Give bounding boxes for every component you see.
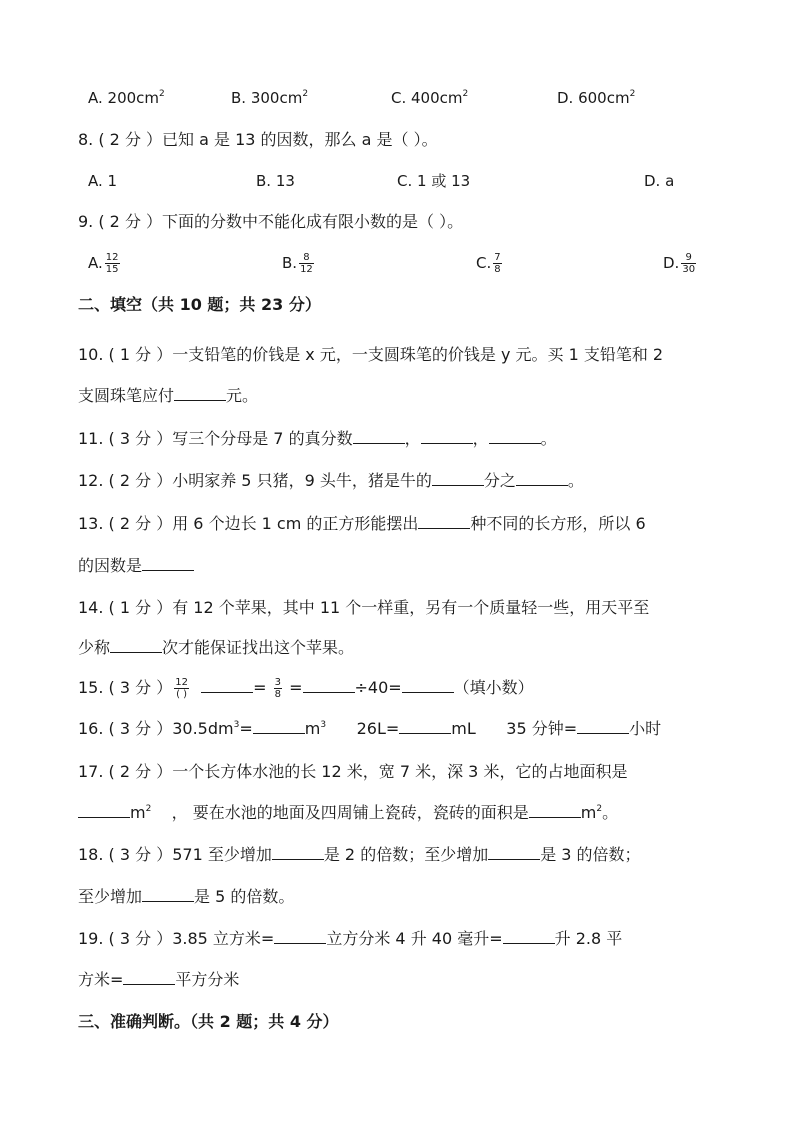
q17-text-mid: ， 要在水池的地面及四周铺上瓷砖，瓷砖的面积是 [171,803,529,822]
fraction-numerator: 3 [274,677,281,688]
fraction-numerator: 9 [681,252,696,264]
q9-option-d-fraction [681,252,696,275]
section-3-heading: 三、准确判断。（共 2 题；共 4 分） [78,1012,339,1031]
q7-option-b-sup: 2 [302,89,309,99]
q13-line-1 [78,514,646,534]
q14-line-2 [78,638,354,658]
q12-end: 。 [567,471,584,490]
q9-option-c-fraction [493,252,501,275]
q9-option-b-label: B. [282,254,298,272]
q16-question [78,719,661,739]
q12-text: 12. ( 2 分 ）小明家养 5 只猪，9 头牛，猪是牛的 [78,471,432,490]
q10-text-a: 支圆珠笔应付 [78,386,175,405]
q14-line-1: 14. ( 1 分 ）有 12 个苹果，其中 11 个一样重，另有一个质量轻一些，用天平至 [78,598,650,617]
q7-option-a-text: A. 200cm [88,89,160,107]
q9-option-a-label: A. [88,254,103,272]
fraction-denominator: ( ) [176,689,188,700]
q17-sup-1: 2 [145,804,152,814]
q11-question [78,429,557,449]
q15-equals-2: = [289,678,303,697]
q18-blank-1[interactable] [272,845,324,860]
q16-unit-m: m [304,719,321,738]
fraction-numerator: 8 [299,252,314,264]
q16-text-a: 16. ( 3 分 ）30.5dm [78,719,234,738]
q11-sep-1: ， [404,429,421,448]
fraction-denominator: 8 [494,264,501,275]
q14-blank[interactable] [110,638,162,653]
q9-question: 9. ( 2 分 ）下面的分数中不能化成有限小数的是（ ）。 [78,212,464,231]
q15-fraction-1 [174,677,189,700]
q12-question [78,471,584,491]
q7-option-d-sup: 2 [629,89,636,99]
q18-blank-2[interactable] [488,845,540,860]
q9-option-a [88,252,122,275]
q16-blank-2[interactable] [399,719,451,734]
fraction-numerator: 12 [175,677,188,688]
q15-blank-1[interactable] [201,678,253,693]
q11-blank-2[interactable] [421,429,473,444]
q7-option-c [391,88,468,108]
q7-option-c-sup: 2 [462,89,469,99]
fraction-denominator: 30 [682,264,696,275]
q7-option-d-text: D. 600cm [557,89,630,107]
q11-blank-3[interactable] [489,429,541,444]
q10-line-1: 10. ( 1 分 ）一支铅笔的价钱是 x 元，一支圆珠笔的价钱是 y 元。买 1 支铅笔和 2 [78,345,664,364]
q13-text-c: 的因数是 [78,556,143,575]
q16-unit-ml: mL [451,719,476,738]
q10-line-2 [78,386,258,406]
q19-text-e: 平方分米 [175,970,240,989]
fraction-numerator: 7 [494,252,501,263]
q13-line-2 [78,556,194,576]
q19-text-d: 方米= [78,970,124,989]
section-2-heading: 二、填空（共 10 题；共 23 分） [78,295,321,314]
q13-text-a: 13. ( 2 分 ）用 6 个边长 1 cm 的正方形能摆出 [78,514,419,533]
q16-sup-a: 3 [233,720,240,730]
q15-divide: ÷40= [354,678,402,697]
q7-option-d [557,88,635,108]
q17-end: 。 [602,803,619,822]
q13-text-b: 种不同的长方形，所以 6 [470,514,646,533]
fraction-numerator: 12 [105,252,119,263]
q19-text-c: 升 2.8 平 [554,929,623,948]
q8-option-a: A. 1 [88,172,118,190]
q9-option-c-label: C. [476,254,492,272]
q14-text-a: 少称 [78,638,111,657]
q16-sup-m: 3 [320,720,327,730]
q15-text: 15. ( 3 分 ） [78,678,173,697]
q12-blank-1[interactable] [432,471,484,486]
q17-sup-2: 2 [596,804,603,814]
q19-blank-3[interactable] [123,970,175,985]
q9-option-a-fraction [105,252,120,275]
q7-option-a [88,88,165,108]
q7-option-a-sup: 2 [159,89,165,99]
q18-text-e: 是 5 的倍数。 [194,887,295,906]
q7-option-b [231,88,308,108]
q18-text-d: 至少增加 [78,887,143,906]
q18-line-2 [78,887,294,907]
q19-text-b: 立方分米 4 升 40 毫升= [326,929,503,948]
q13-blank-1[interactable] [418,514,470,529]
fraction-denominator: 8 [274,689,281,700]
q18-text-a: 18. ( 3 分 ）571 至少增加 [78,845,272,864]
q15-blank-3[interactable] [402,678,454,693]
q12-blank-2[interactable] [516,471,568,486]
fraction-denominator: 15 [105,264,119,275]
q9-option-b-fraction [299,252,314,275]
q8-option-c: C. 1 或 13 [397,172,471,190]
q17-line-1: 17. ( 2 分 ）一个长方体水池的长 12 米，宽 7 米，深 3 米，它的占地面积是 [78,762,628,781]
q19-line-2 [78,970,239,990]
q17-blank-1[interactable] [78,803,130,818]
q17-unit-1: m [130,803,146,822]
fraction-denominator: 12 [300,264,313,275]
q7-option-c-text: C. 400cm [391,89,463,107]
q11-end: 。 [540,429,557,448]
q19-blank-2[interactable] [503,929,555,944]
q10-text-b: 元。 [226,386,259,405]
q9-option-c [476,252,504,275]
q12-text-b: 分之 [483,471,516,490]
q13-blank-2[interactable] [142,556,194,571]
q16-blank-3[interactable] [577,719,629,734]
q16-unit-h: 小时 [629,719,662,738]
q10-answer-blank[interactable] [174,386,226,401]
q18-text-c: 是 3 的倍数； [540,845,641,864]
q15-note: （填小数） [453,678,534,697]
q16-blank-1[interactable] [253,719,305,734]
q15-question [78,677,534,700]
q16-text-b: 26L= [356,719,400,738]
q18-line-1 [78,845,641,865]
q11-blank-1[interactable] [353,429,405,444]
q15-equals-1: = [253,678,267,697]
q17-unit-2: m [580,803,597,822]
q17-blank-2[interactable] [529,803,581,818]
q16-text-c: 35 分钟= [506,719,578,738]
q7-option-b-text: B. 300cm [231,89,303,107]
q8-option-d: D. a [644,172,675,190]
q15-blank-2[interactable] [303,678,355,693]
q8-question: 8. ( 2 分 ）已知 a 是 13 的因数，那么 a 是（ ）。 [78,130,438,149]
q18-blank-3[interactable] [142,887,194,902]
q15-fraction-2 [274,677,282,700]
q9-option-b [282,252,316,275]
q11-sep-2: ， [472,429,489,448]
q18-text-b: 是 2 的倍数；至少增加 [323,845,489,864]
q17-line-2 [78,803,618,823]
q9-option-d-label: D. [663,254,680,272]
q9-option-d [663,252,698,275]
q19-text-a: 19. ( 3 分 ）3.85 立方米= [78,929,275,948]
q16-equals: = [239,719,253,738]
q8-option-b: B. 13 [256,172,295,190]
q14-text-b: 次才能保证找出这个苹果。 [162,638,355,657]
q11-text: 11. ( 3 分 ）写三个分母是 7 的真分数 [78,429,353,448]
q19-blank-1[interactable] [274,929,326,944]
q19-line-1 [78,929,622,949]
